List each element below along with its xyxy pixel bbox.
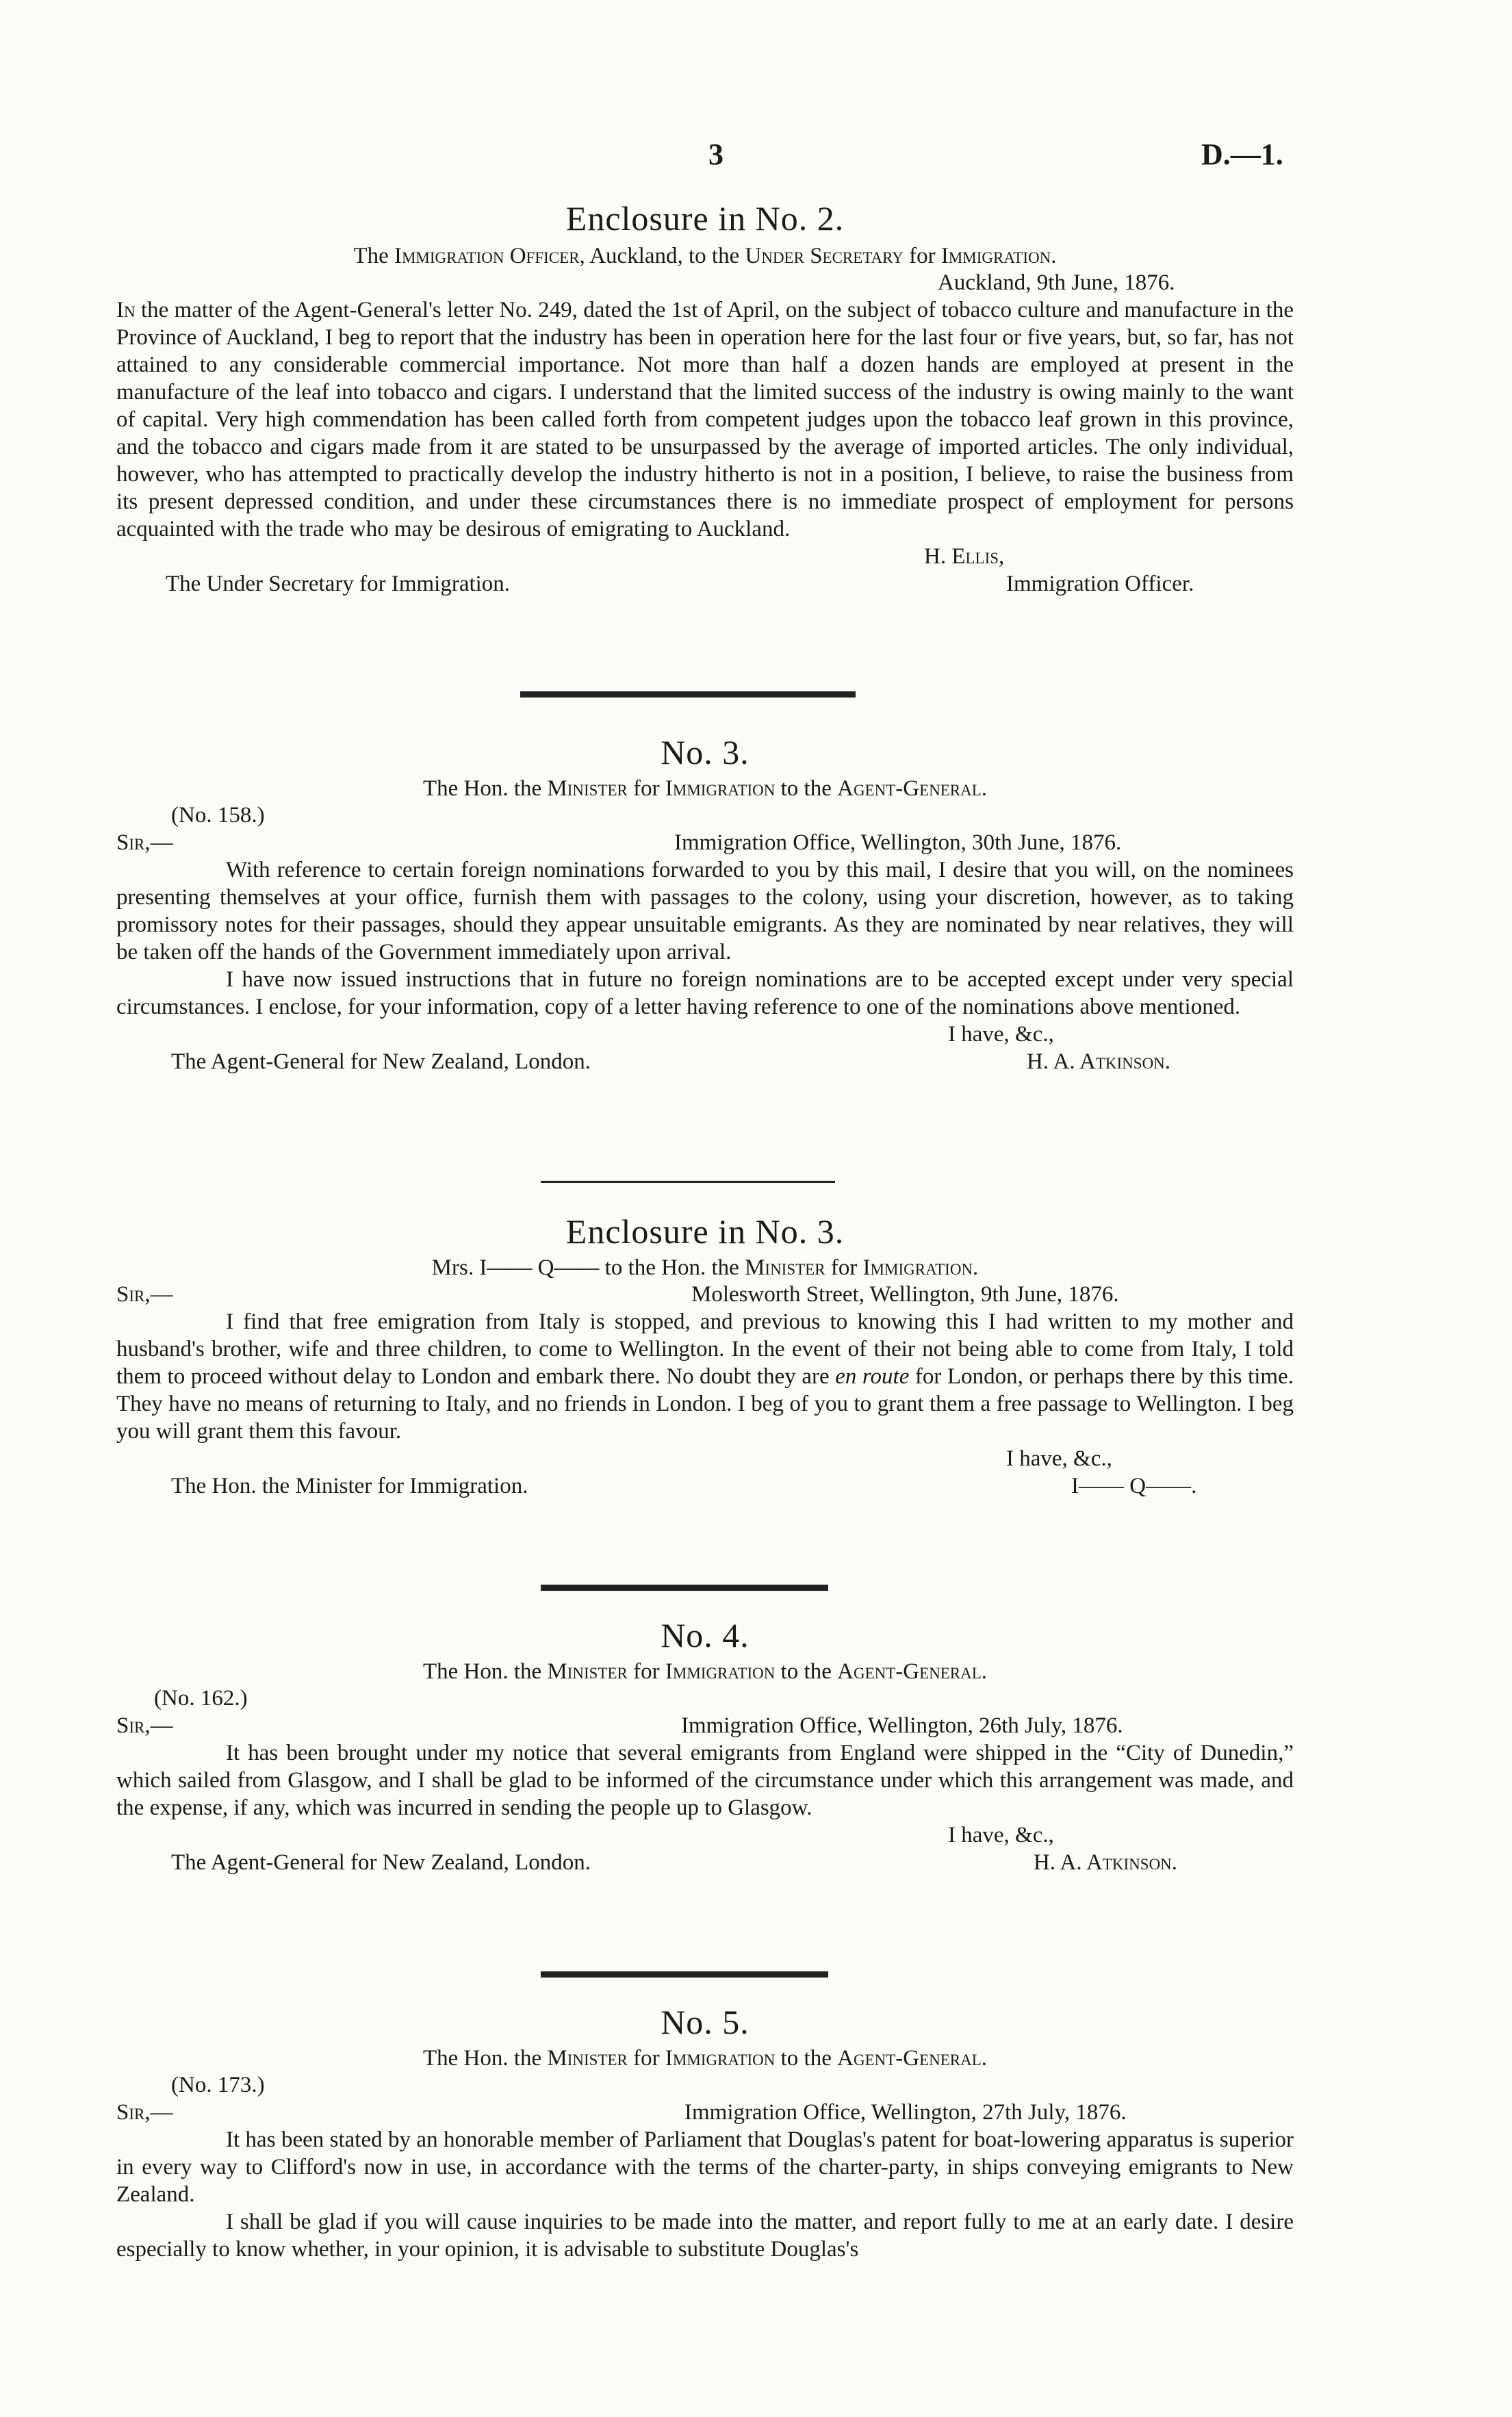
no-3-section — [116, 732, 1294, 1075]
no-4-heading: No. 4. — [661, 1616, 749, 1654]
no-5-paragraph-1: It has been stated by an honorable member of Parliament that Douglas's patent for boat-lowering apparatus is superior in every way to Clifford's now in use, in accordance with the terms of the charter-party, in ships conveying emigrants to New Zealand. — [116, 2127, 1294, 2207]
no-3-addressee: The Agent-General for New Zealand, London. — [171, 1049, 591, 1074]
section-divider — [520, 691, 856, 698]
no-3-salutation: Sir,— — [116, 830, 173, 855]
section-divider — [541, 1971, 828, 1978]
no-5-salutation: Sir,— — [116, 2100, 173, 2125]
no-3-place-date: Immigration Office, Wellington, 30th June, 1876. — [674, 830, 1122, 855]
enclosure-2-section — [116, 199, 1294, 598]
enclosure-2-subheading: The Immigration Officer, Auckland, to the Under Secretary for Immigration. — [353, 244, 1057, 268]
no-5-subheading: The Hon. the Minister for Immigration to the Agent-General. — [422, 2046, 988, 2071]
section-divider-thin — [541, 1181, 835, 1183]
no-4-addressee: The Agent-General for New Zealand, London. — [171, 1850, 591, 1875]
enclosure-3-heading: Enclosure in No. 3. — [565, 1212, 845, 1251]
no-4-section — [116, 1615, 1294, 1876]
enclosure-2-signature: H. Ellis, — [924, 544, 1005, 569]
no-4-closing: I have, &c., — [948, 1823, 1054, 1847]
section-divider — [541, 1585, 828, 1591]
enclosure-3-closing: I have, &c., — [1006, 1446, 1112, 1471]
enclosure-2-heading: Enclosure in No. 2. — [565, 199, 845, 238]
no-4-place-date: Immigration Office, Wellington, 26th July, 1876. — [681, 1713, 1123, 1738]
no-3-paragraph-2: I have now issued instructions that in future no foreign nominations are to be accepted except under very special circumstances. I enclose, for your information, copy of a letter having reference to one of the nominations above mentioned. — [116, 967, 1294, 1019]
no-3-paragraph-1: With reference to certain foreign nominations forwarded to you by this mail, I desire that you will, on the nominees presenting themselves at your office, furnish them with passages to the colony, using your discretion, however, as to taking promissory notes for their passages, should they appear unsuitable emigrants. As they are nominated by near relatives, they will be taken off the hands of the Government immediately upon arrival. — [116, 858, 1294, 964]
no-4-reference: (No. 162.) — [154, 1686, 248, 1711]
no-3-closing: I have, &c., — [948, 1022, 1054, 1047]
no-5-reference: (No. 173.) — [171, 2073, 265, 2097]
no-5-paragraph-2: I shall be glad if you will cause inquiries to be made into the matter, and report fully to me at an early date. I desire especially to know whether, in your opinion, it is advisable to substitute Douglas's — [116, 2210, 1294, 2262]
no-4-paragraph-1: It has been brought under my notice that several emigrants from England were shipped in the “City of Dunedin,” which sailed from Glasgow, and I shall be glad to be informed of the circumstance under which this arrangement was made, and the expense, if any, which was incurred in sending the people up to Glasgow. — [116, 1741, 1294, 1820]
no-4-salutation: Sir,— — [116, 1713, 173, 1738]
enclosure-3-place-date: Molesworth Street, Wellington, 9th June, 1876. — [691, 1282, 1119, 1307]
enclosure-3-subheading: Mrs. I—— Q—— to the Hon. the Minister for Immigration. — [431, 1255, 979, 1280]
enclosure-2-body: In the matter of the Agent-General's letter No. 249, dated the 1st of April, on the subject of tobacco culture and manufacture in the Province of Auckland, I beg to report that the industry has been in operation here for the last four or five years, but, so far, has not attained to any considerable commercial importance. Not more than half a dozen hands are employed at present in the manufacture of the leaf into tobacco and cigars. I understand that the limited success of the industry is owing mainly to the want of capital. Very high commendation has been called forth from competent judges upon the tobacco leaf grown in this province, and the tobacco and cigars made from it are stated to be unsurpassed by the average of imported articles. The only individual, however, who has attempted to practically develop the industry hitherto is not in a position, I believe, to raise the business from its present depressed condition, and under these circumstances there is no immediate prospect of employment for persons acquainted with the trade who may be desirous of emigrating to Auckland. — [116, 298, 1294, 541]
enclosure-2-addressee: The Under Secretary for Immigration. — [166, 572, 511, 596]
enclosure-3-salutation: Sir,— — [116, 1282, 173, 1307]
no-3-signature: H. A. Atkinson. — [1027, 1049, 1171, 1074]
enclosure-3-paragraph: I find that free emigration from Italy is stopped, and previous to knowing this I had written to my mother and husband's brother, wife and three children, to come to Wellington. In the event of their not being able to come from Italy, I told them to proceed without delay to London and embark there. No doubt they are en route for London, or perhaps there by this time. They have no means of returning to Italy, and no friends in London. I beg of you to grant them a free passage to Wellington. I beg you will grant them this favour. — [116, 1309, 1294, 1444]
enclosure-3-section — [116, 1212, 1294, 1500]
enclosure-3-signature: I—— Q——. — [1071, 1474, 1197, 1498]
no-3-reference: (No. 158.) — [171, 803, 265, 828]
no-5-heading: No. 5. — [661, 2003, 749, 2041]
no-3-subheading: The Hon. the Minister for Immigration to the Agent-General. — [422, 776, 988, 801]
enclosure-2-place-date: Auckland, 9th June, 1876. — [938, 270, 1175, 295]
no-5-section — [116, 2002, 1294, 2263]
no-4-subheading: The Hon. the Minister for Immigration to the Agent-General. — [422, 1659, 988, 1684]
enclosure-3-addressee: The Hon. the Minister for Immigration. — [171, 1474, 528, 1498]
no-4-signature: H. A. Atkinson. — [1034, 1850, 1178, 1875]
no-5-place-date: Immigration Office, Wellington, 27th July, 1876. — [684, 2100, 1127, 2125]
no-3-heading: No. 3. — [661, 733, 749, 771]
document-reference: D.—1. — [1201, 138, 1283, 171]
enclosure-2-signature-title: Immigration Officer. — [1006, 572, 1194, 596]
page-number: 3 — [708, 138, 723, 171]
